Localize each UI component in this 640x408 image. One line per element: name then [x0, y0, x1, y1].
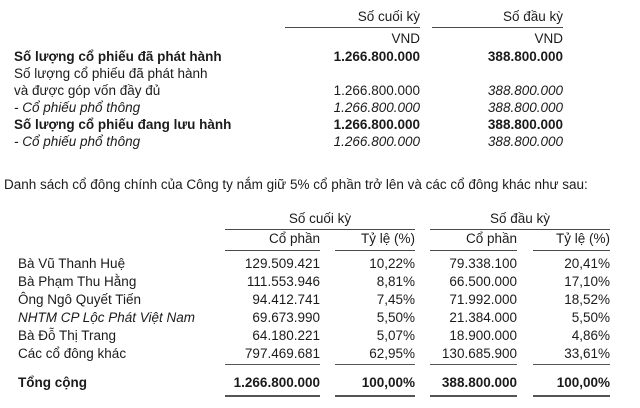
shares-begin-header: Cổ phần [430, 230, 517, 251]
total-row [0, 374, 610, 397]
value-cell: 388.800.000 [487, 134, 563, 149]
table-row [0, 345, 610, 365]
period-begin-header: Số đầu kỳ [432, 8, 563, 28]
table-row-outstanding-shares [0, 116, 563, 133]
table-row [0, 309, 610, 327]
table-row [0, 255, 610, 273]
pct-end-header: Tỷ lệ (%) [335, 230, 415, 251]
value-cell: 129.509.421 [244, 256, 320, 271]
value-cell: 797.469.681 [225, 345, 320, 365]
shareholder-list-note: Danh sách cổ đông chính của Công ty nắm giữ 5% cổ phần trở lên và các cổ đông khác như sau: [4, 177, 588, 192]
value-cell: 130.685.900 [430, 345, 517, 365]
shareholder-name: Ông Ngô Quyết Tiến [18, 292, 142, 307]
value-cell: 5,50% [571, 310, 610, 325]
shareholder-name: Bà Vũ Thanh Huệ [18, 256, 126, 271]
unit-label: VND [534, 31, 563, 46]
value-cell: 66.500.000 [449, 274, 517, 289]
table-row [0, 273, 610, 291]
shareholder-table-subheader-row [0, 230, 610, 251]
unit-label: VND [391, 31, 420, 46]
row-label: - Cổ phiếu phổ thông [14, 134, 141, 149]
spacer-cell [0, 210, 225, 230]
value-cell: 1.266.800.000 [333, 117, 420, 132]
row-label: Số lượng cổ phiếu đang lưu hành [14, 117, 232, 132]
value-cell: 388.800.000 [487, 49, 563, 64]
shareholder-name: Bà Phạm Thu Hằng [18, 274, 137, 289]
value-cell: 62,95% [335, 345, 415, 365]
shares-end-header: Cổ phần [225, 230, 320, 251]
table-row [0, 327, 610, 345]
unit-row [0, 28, 563, 47]
value-cell: 8,81% [376, 274, 415, 289]
value-cell: 18.900.000 [449, 328, 517, 343]
row-label-line1: Số lượng cổ phiếu đã phát hành [14, 66, 208, 81]
total-label: Tổng cộng [18, 375, 87, 390]
total-value-cell: 100,00% [335, 374, 415, 397]
value-cell: 1.266.800.000 [333, 49, 420, 64]
value-cell: 5,07% [376, 328, 415, 343]
value-cell: 4,86% [571, 328, 610, 343]
table-row-ordinary-shares-outstanding [0, 133, 563, 150]
spacer-cell [0, 30, 285, 47]
shareholder-name: Bà Đỗ Thị Trang [18, 328, 117, 343]
period-end-header: Số cuối kỳ [225, 210, 415, 230]
value-cell: 7,45% [376, 292, 415, 307]
pct-begin-header: Tỷ lệ (%) [533, 230, 610, 251]
total-value-cell: 388.800.000 [430, 374, 517, 397]
value-cell: 79.338.100 [449, 256, 517, 271]
row-label [0, 65, 285, 99]
shareholder-table-group-header-row [0, 210, 610, 230]
value-cell: 1.266.800.000 [333, 100, 420, 115]
value-cell: 71.992.000 [449, 292, 517, 307]
total-value-cell: 1.266.800.000 [225, 374, 320, 397]
value-cell: 17,10% [564, 274, 610, 289]
value-cell: 21.384.000 [449, 310, 517, 325]
spacer-cell [0, 8, 285, 28]
value-cell: 69.673.990 [252, 310, 320, 325]
spacer-cell [0, 230, 225, 251]
value-cell: 1.266.800.000 [333, 83, 420, 98]
table-row-ordinary-shares-issued [0, 99, 563, 116]
row-label: - Cổ phiếu phổ thông [14, 100, 141, 115]
value-cell: 10,22% [369, 256, 415, 271]
shareholder-name: NHTM CP Lộc Phát Việt Nam [18, 310, 196, 325]
total-value-cell: 100,00% [533, 374, 610, 397]
value-cell: 388.800.000 [487, 117, 563, 132]
row-label-line2: và được góp vốn đầy đủ [14, 83, 161, 98]
share-table-header-row [0, 8, 563, 28]
value-cell: 111.553.946 [246, 274, 320, 289]
table-row-issued-fully-paid [0, 65, 563, 99]
shareholder-table [0, 210, 640, 397]
value-cell: 5,50% [376, 310, 415, 325]
value-cell: 18,52% [564, 292, 610, 307]
value-cell: 20,41% [564, 256, 610, 271]
value-cell: 388.800.000 [487, 100, 563, 115]
shareholder-table-body [0, 255, 640, 365]
value-cell: 64.180.221 [252, 328, 320, 343]
period-end-header: Số cuối kỳ [285, 8, 420, 28]
table-row-issued-shares [0, 47, 563, 65]
value-cell: 1.266.800.000 [333, 134, 420, 149]
value-cell: 33,61% [533, 345, 610, 365]
share-quantity-table [0, 8, 640, 150]
row-label: Số lượng cổ phiếu đã phát hành [14, 49, 222, 64]
value-cell: 388.800.000 [487, 83, 563, 98]
shareholder-name: Các cổ đông khác [18, 346, 127, 361]
value-cell: 94.412.741 [252, 292, 320, 307]
period-begin-header: Số đầu kỳ [430, 210, 610, 230]
table-row [0, 291, 610, 309]
